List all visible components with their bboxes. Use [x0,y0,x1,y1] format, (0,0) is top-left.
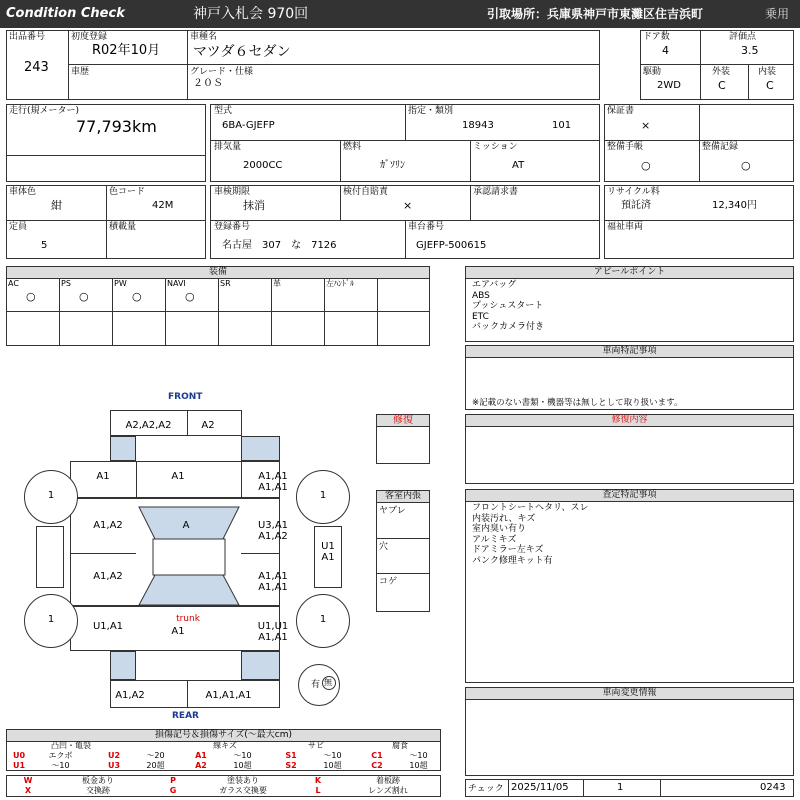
brand-title: Condition Check [6,6,125,21]
approval-label: 承認請求書 [473,187,519,197]
plate-value: 名古屋 307 な 7126 [222,240,337,251]
legend-desc: 〜20 [146,751,165,760]
warranty-value: × [641,119,651,132]
legend-code: A1 [195,751,207,760]
repair-title: 修復 [376,414,430,427]
mileage-label: 走行(規メーター) [9,106,80,116]
legend-symbol-desc: 着板跡 [376,776,400,785]
recycle-fee: 12,340円 [712,200,757,211]
legend-title: 損傷記号＆損傷サイズ(〜最大cm) [6,729,441,742]
first-reg-label: 初度登録 [71,32,108,42]
legend-symbol: X [24,786,32,795]
hood-left-value: A1 [96,471,110,482]
color-value: 紺 [51,199,62,212]
interior-grade-label: 内装 [758,67,777,77]
legend-desc: 20超 [146,761,165,770]
roof-value: A [182,520,190,531]
spare-mark: 無 [324,678,332,687]
door-fl-value: A1,A2 [93,520,123,531]
capacity-label: 定員 [9,222,28,232]
legend-symbol-desc: レンズ割れ [368,786,408,795]
record-value: ○ [741,159,751,172]
legend-desc: 10超 [323,761,342,770]
equip-label: 左ﾊﾝﾄﾞﾙ [326,279,354,288]
doors-value: 4 [662,44,669,57]
legend-code: S1 [285,751,297,760]
legend-desc: エクボ [48,751,73,760]
equip-divider [377,278,378,346]
inspect-note-line: フロントシートヘタリ、スレ [472,503,589,513]
appeal-line: エアバッグ [472,280,517,290]
recycle-status: 預託済 [621,200,651,211]
wheel-fr-value: 1 [319,490,327,501]
equip-divider [165,278,166,346]
auction-title: 神戸入札会 970回 [193,6,309,22]
color-code-label: 色コード [109,187,146,197]
fuel-label: 燃料 [343,142,362,152]
legend-group-scratch: 線キズ [213,741,237,750]
wheel-rl-value: 1 [47,614,55,625]
interior-row-hole: 穴 [379,542,389,552]
displacement-value: 2000CC [243,160,283,171]
manual-label: 整備手帳 [607,142,644,152]
equip-label: 革 [273,279,281,288]
chassis-label: 車台番号 [408,222,445,232]
equip-divider [324,278,325,346]
repair-content-title: 修復内容 [465,414,794,427]
legend-group-rust: サビ [308,741,324,750]
color-label: 車体色 [9,187,37,197]
legend-code: S2 [285,761,297,770]
check-label: チェック [468,784,504,794]
check-number: 0243 [760,782,786,793]
exterior-value: C [718,79,726,92]
legend-desc: 〜10 [51,761,70,770]
equip-mark: ○ [185,290,195,303]
change-info-title: 車両変更情報 [465,687,794,700]
plate-label: 登録番号 [214,222,251,232]
legend-code: U2 [107,751,121,760]
legend-symbol-desc: 板金あり [82,776,114,785]
hood-center-value: A1 [171,471,185,482]
equipment-title: 装備 [6,266,430,279]
header-bar [0,0,800,28]
spare-label: 有 [311,680,321,690]
inspect-note-line: 室内臭い有り [472,524,527,534]
special-note: ※記載のない書類・機器等は無しとして取り扱います。 [472,398,683,408]
legend-symbol-desc: 塗装あり [227,776,259,785]
grade-value: ２０Ｓ [193,78,223,89]
equip-divider [271,278,272,346]
door-fr-value: U3,A1 A1,A2 [257,520,289,542]
equip-label: SR [220,279,231,288]
equip-label: NAVI [167,279,186,288]
inspection-value: 抹消 [243,199,265,212]
bumper-rear-right-value: A1,A1,A1 [205,690,252,701]
check-date: 2025/11/05 [511,782,569,793]
load-label: 積載量 [109,222,137,232]
appeal-line: バックカメラ付き [472,322,545,332]
bumper-rear-left-value: A1,A2 [115,690,145,701]
legend-group-dent: 凸凹・亀裂 [51,741,91,750]
interior-row-burn: コゲ [379,577,398,587]
legend-desc: 10超 [233,761,252,770]
legend-symbol: G [169,786,177,795]
appeal-line: ETC [472,311,489,322]
lot-label: 出品番号 [9,32,46,42]
mileage-value: 77,793km [76,117,157,136]
appeal-line: ABS [472,290,490,301]
equip-label: PS [61,279,71,288]
chassis-value: GJEFP-500615 [416,240,487,251]
designation-label: 指定・類別 [408,106,454,116]
capacity-value: 5 [41,240,48,251]
mission-value: AT [512,160,525,171]
model-value: 6BA-GJEFP [222,120,275,131]
interior-grade-value: C [766,79,774,92]
door-rl-value: A1,A2 [93,571,123,582]
interior-lining-title: 客室内張 [376,490,430,503]
door-rr-value: A1,A1 A1,A1 [258,571,288,593]
inspect-note-line: パンク修理キット有 [472,555,553,566]
warranty-label: 保証書 [607,106,635,116]
history-label: 車歴 [71,67,90,77]
displacement-label: 排気量 [214,142,242,152]
drive-label: 駆動 [643,67,662,77]
trunk-value: A1 [171,626,185,637]
legend-symbol: K [314,776,322,785]
wheel-rr-value: 1 [319,614,327,625]
inspect-note-line: ドアミラー左キズ [472,545,544,555]
side-right-value: U1 A1 [321,541,335,563]
legend-symbol: P [170,776,176,785]
manual-value: ○ [641,159,651,172]
inspect-note-line: アルミキズ [472,534,517,545]
legend-desc: 〜10 [233,751,252,760]
equip-label: PW [114,279,127,288]
score-label: 評価点 [729,32,757,42]
legend-symbol-desc: ガラス交換要 [219,786,267,795]
side-left-panel [36,526,64,588]
category-value: 101 [552,120,572,131]
equip-divider [112,278,113,346]
rear-label: REAR [172,711,199,721]
trunk-label: trunk [176,614,200,624]
drive-value: 2WD [657,80,681,91]
roof-area [137,499,241,605]
qtr-rl-value: U1,A1 [92,621,124,632]
equip-mark: ○ [79,290,89,303]
legend-desc: 〜10 [409,751,428,760]
inspection-label: 車検期限 [214,187,251,197]
legend-symbol: W [23,776,33,785]
legend-code: U3 [107,761,121,770]
equip-mark: ○ [26,290,36,303]
welfare-label: 福祉車両 [607,222,644,232]
hood-right-value: A1,A1 A1,A1 [258,471,288,493]
legend-code: C1 [371,751,383,760]
color-code-value: 42M [152,200,174,211]
car-name-label: 車種名 [190,32,218,42]
legend-code: U1 [12,761,26,770]
model-label: 型式 [214,106,233,116]
self-insurance-value: × [403,199,413,212]
bumper-front-right-value: A2 [201,420,215,431]
score-value: 3.5 [741,44,759,57]
check-count: 1 [617,782,624,793]
doors-label: ドア数 [643,32,670,42]
recycle-label: リサイクル料 [607,187,660,197]
legend-symbol-desc: 交換跡 [86,786,110,795]
bumper-front-left-value: A2,A2,A2 [125,420,172,431]
interior-row-tear: ヤブレ [379,506,406,516]
legend-desc: 〜10 [323,751,342,760]
qtr-rr-value: U1,U1 A1,A1 [257,621,289,643]
exterior-label: 外装 [712,67,731,77]
lot-number: 243 [24,60,49,75]
appeal-line: プッシュスタート [472,301,544,311]
first-reg-value: R02年10月 [92,43,161,58]
equip-divider [59,278,60,346]
inspect-notes-title: 査定特記事項 [465,489,794,502]
change-info-box [465,699,794,776]
record-label: 整備記録 [702,142,739,152]
designation-value: 18943 [462,120,494,131]
special-title: 車両特記事項 [465,345,794,358]
mission-label: ミッション [473,142,518,152]
car-name-value: マツダ６セダン [193,44,291,60]
legend-desc: 10超 [409,761,428,770]
front-label: FRONT [168,392,203,402]
inspect-note-line: 内装汚れ、キズ [472,513,536,524]
repair-content-box [465,426,794,484]
legend-code: C2 [371,761,383,770]
legend-code: A2 [195,761,207,770]
self-insurance-label: 検付自賠責 [343,187,389,197]
pickup-location: 引取場所：兵庫県神戸市東灘区住吉浜町 [487,7,704,21]
legend-code: U0 [12,751,26,760]
equip-mark: ○ [132,290,142,303]
legend-symbol: L [315,786,321,795]
fuel-value: ｶﾞｿﾘﾝ [380,160,405,171]
equip-divider [218,278,219,346]
legend-group-corrosion: 腐食 [392,741,408,750]
grade-label: グレード・仕様 [190,67,254,77]
wheel-fl-value: 1 [47,490,55,501]
vehicle-kind: 乗用 [765,7,790,21]
appeal-title: アピールポイント [465,266,794,279]
equip-label: AC [8,279,19,288]
